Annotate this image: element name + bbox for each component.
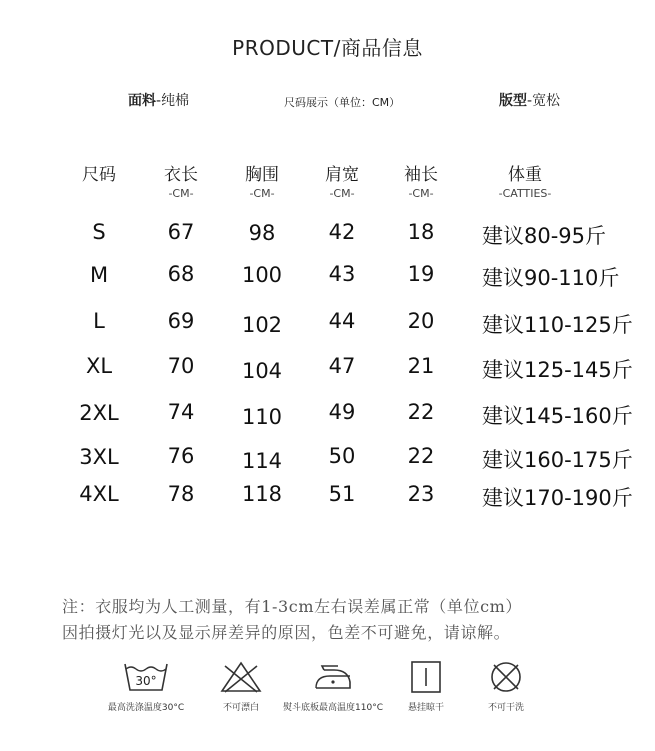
unit-shoulder: -CM- (329, 187, 355, 200)
cell-length: 67 (167, 220, 195, 244)
cell-sleeve: 22 (407, 444, 435, 468)
header-weight: 体重 (508, 165, 542, 185)
cell-weight: 建议80-95斤 (482, 224, 607, 248)
fit-sep: - (527, 93, 533, 109)
fabric-value: 纯棉 (161, 93, 190, 109)
care-label: 不可干洗 (487, 703, 524, 713)
cell-sleeve: 20 (407, 309, 435, 333)
cell-shoulder: 51 (328, 482, 356, 506)
unit-chest: -CM- (249, 187, 275, 200)
no-dry-clean-icon (483, 660, 529, 694)
cell-chest: 102 (241, 313, 283, 337)
cell-size: 2XL (79, 401, 119, 425)
cell-chest: 118 (241, 482, 283, 506)
unit-length: -CM- (168, 187, 194, 200)
cell-size: S (92, 220, 106, 244)
cell-chest: 100 (241, 263, 283, 287)
care-dryclean (446, 660, 566, 713)
page-title: PRODUCT/商品信息 (232, 36, 423, 60)
cell-weight: 建议110-125斤 (482, 313, 633, 337)
cell-sleeve: 19 (407, 262, 435, 286)
size-display-note: 尺码展示（单位：CM） (284, 96, 401, 109)
cell-size: 4XL (79, 482, 119, 506)
cell-sleeve: 18 (407, 220, 435, 244)
header-chest: 胸围 (245, 165, 279, 185)
cell-length: 78 (167, 482, 195, 506)
cell-shoulder: 47 (328, 354, 356, 378)
header-size: 尺码 (82, 165, 116, 185)
care-label: 不可漂白 (222, 703, 259, 713)
cell-weight: 建议160-175斤 (482, 448, 633, 472)
header-shoulder: 肩宽 (325, 165, 359, 185)
iron-icon (310, 660, 356, 694)
cell-shoulder: 50 (328, 444, 356, 468)
cell-shoulder: 49 (328, 400, 356, 424)
cell-shoulder: 44 (328, 309, 356, 333)
cell-chest: 98 (248, 221, 276, 245)
cell-length: 70 (167, 354, 195, 378)
fit-label: 版型 (499, 93, 527, 109)
hang-dry-icon (403, 660, 449, 694)
color-note: 因拍摄灯光以及显示屏差异的原因，色差不可避免，请谅解。 (62, 623, 511, 642)
fabric-label: 面料 (128, 93, 156, 109)
cell-length: 74 (167, 400, 195, 424)
care-label: 熨斗底板最高温度110°C (283, 703, 383, 713)
cell-chest: 110 (241, 405, 283, 429)
header-length: 衣长 (164, 165, 198, 185)
care-label: 悬挂晾干 (407, 703, 444, 713)
cell-length: 76 (167, 444, 195, 468)
cell-size: M (89, 263, 109, 287)
unit-weight: -CATTIES- (498, 187, 552, 200)
cell-chest: 104 (241, 359, 283, 383)
cell-sleeve: 22 (407, 400, 435, 424)
fit-value: 宽松 (532, 93, 561, 109)
unit-sleeve: -CM- (408, 187, 434, 200)
cell-size: XL (85, 354, 113, 378)
cell-weight: 建议170-190斤 (482, 486, 633, 510)
cell-sleeve: 23 (407, 482, 435, 506)
cell-weight: 建议90-110斤 (482, 266, 620, 290)
cell-size: 3XL (79, 445, 119, 469)
cell-length: 68 (167, 262, 195, 286)
cell-weight: 建议145-160斤 (482, 404, 633, 428)
measurement-note: 注：衣服均为人工测量，有1-3cm左右误差属正常（单位cm） (62, 597, 523, 616)
cell-length: 69 (167, 309, 195, 333)
fabric-sep: - (156, 93, 162, 109)
cell-shoulder: 43 (328, 262, 356, 286)
cell-size: L (93, 309, 105, 333)
fabric-info (128, 90, 189, 110)
cell-shoulder: 42 (328, 220, 356, 244)
cell-weight: 建议125-145斤 (482, 358, 633, 382)
cell-chest: 114 (241, 449, 283, 473)
care-label: 最高洗涤温度30°C (107, 703, 185, 713)
header-sleeve: 袖长 (404, 165, 438, 185)
fit-info (499, 90, 560, 110)
no-bleach-icon (218, 660, 264, 694)
cell-sleeve: 21 (407, 354, 435, 378)
wash-temp-text: 30° (135, 674, 157, 688)
wash-30-icon (123, 660, 169, 694)
